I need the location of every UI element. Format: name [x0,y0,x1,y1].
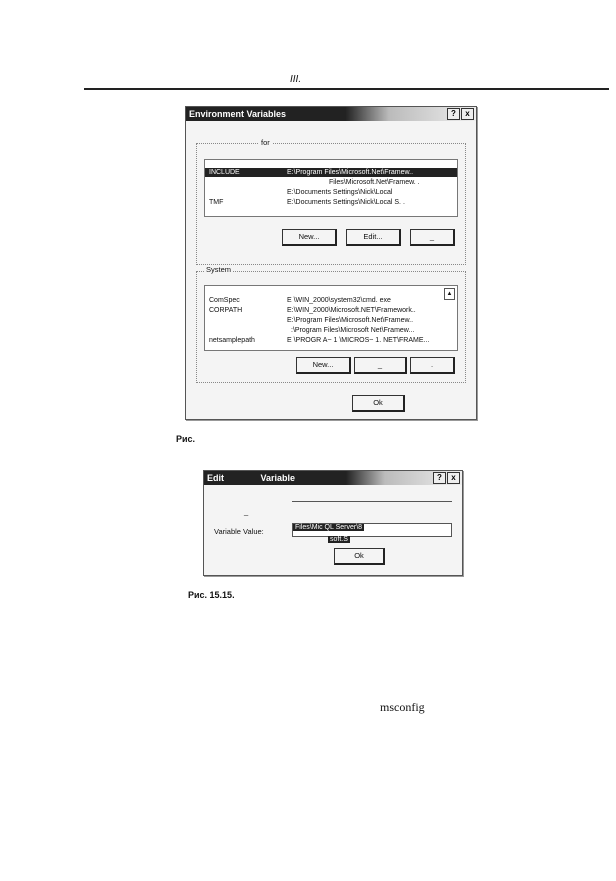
ok-button[interactable]: Ok [334,548,385,565]
user-group-label: for [258,138,273,147]
figure-caption: Рис. 15.15. [188,590,235,600]
list-item[interactable]: :\Program Files\Microsoft Net\Framew... [291,327,415,334]
user-variables-list[interactable] [204,159,458,217]
environment-variables-dialog [185,106,477,420]
dialog-titlebar [204,471,462,485]
variable-value-label: Variable Value: [214,527,264,536]
help-button[interactable]: ? [447,108,460,120]
list-item[interactable]: ComSpec E \WIN_2000\system32\cmd. exe [209,297,391,304]
figure-caption: Рис. [176,434,196,444]
list-item[interactable]: CORPATH E:\WIN_2000\Microsoft.NET\Framework.. [209,307,416,314]
system-group-label: System [206,265,232,274]
dialog-title-right: Variable [260,473,296,483]
header-rule [84,88,609,90]
help-button[interactable]: ? [433,472,446,484]
variable-value-overflow: soft.S [330,536,348,543]
user-edit-button[interactable]: Edit... [346,229,401,246]
close-button[interactable]: x [447,472,460,484]
variable-name-field[interactable] [292,501,452,502]
scroll-up-arrow-icon[interactable]: ▲ [444,288,455,300]
variable-value-field[interactable]: Files\Mic QL Server\8 [292,523,452,537]
list-item[interactable]: E:\Documents Settings\Nick\Local [287,189,393,196]
page-header: III. [290,74,302,85]
list-item[interactable]: INCLUDE E:\Program Files\Microsoft.Net\Framew.. [205,168,457,177]
dialog-titlebar [186,107,476,121]
system-delete-button[interactable]: . [410,357,455,374]
list-item[interactable]: netsamplepath E \PROGR A~ 1 \MICROS~ 1. NET\FRAME... [209,337,430,344]
system-new-button[interactable]: New... [296,357,351,374]
dialog-title-left: Edit [207,473,224,483]
user-new-button[interactable]: New... [282,229,337,246]
list-item[interactable]: TMF E:\Documents Settings\Nick\Local S. . [209,199,405,206]
variable-name-label: _ [244,507,249,516]
system-variables-list[interactable] [204,285,458,351]
dialog-title: Environment Variables [189,109,287,119]
close-button[interactable]: x [461,108,474,120]
body-text-word: msconfig [380,700,425,714]
user-delete-button[interactable]: _ [410,229,455,246]
ok-button[interactable]: Ok [352,395,405,412]
list-item[interactable]: E:\Program Files\Microsoft.Net\Framew.. [287,317,414,324]
list-item[interactable]: Files\Microsoft.Net\Framew. . [329,179,420,186]
edit-variable-dialog [203,470,463,576]
system-edit-button[interactable]: _ [354,357,407,374]
